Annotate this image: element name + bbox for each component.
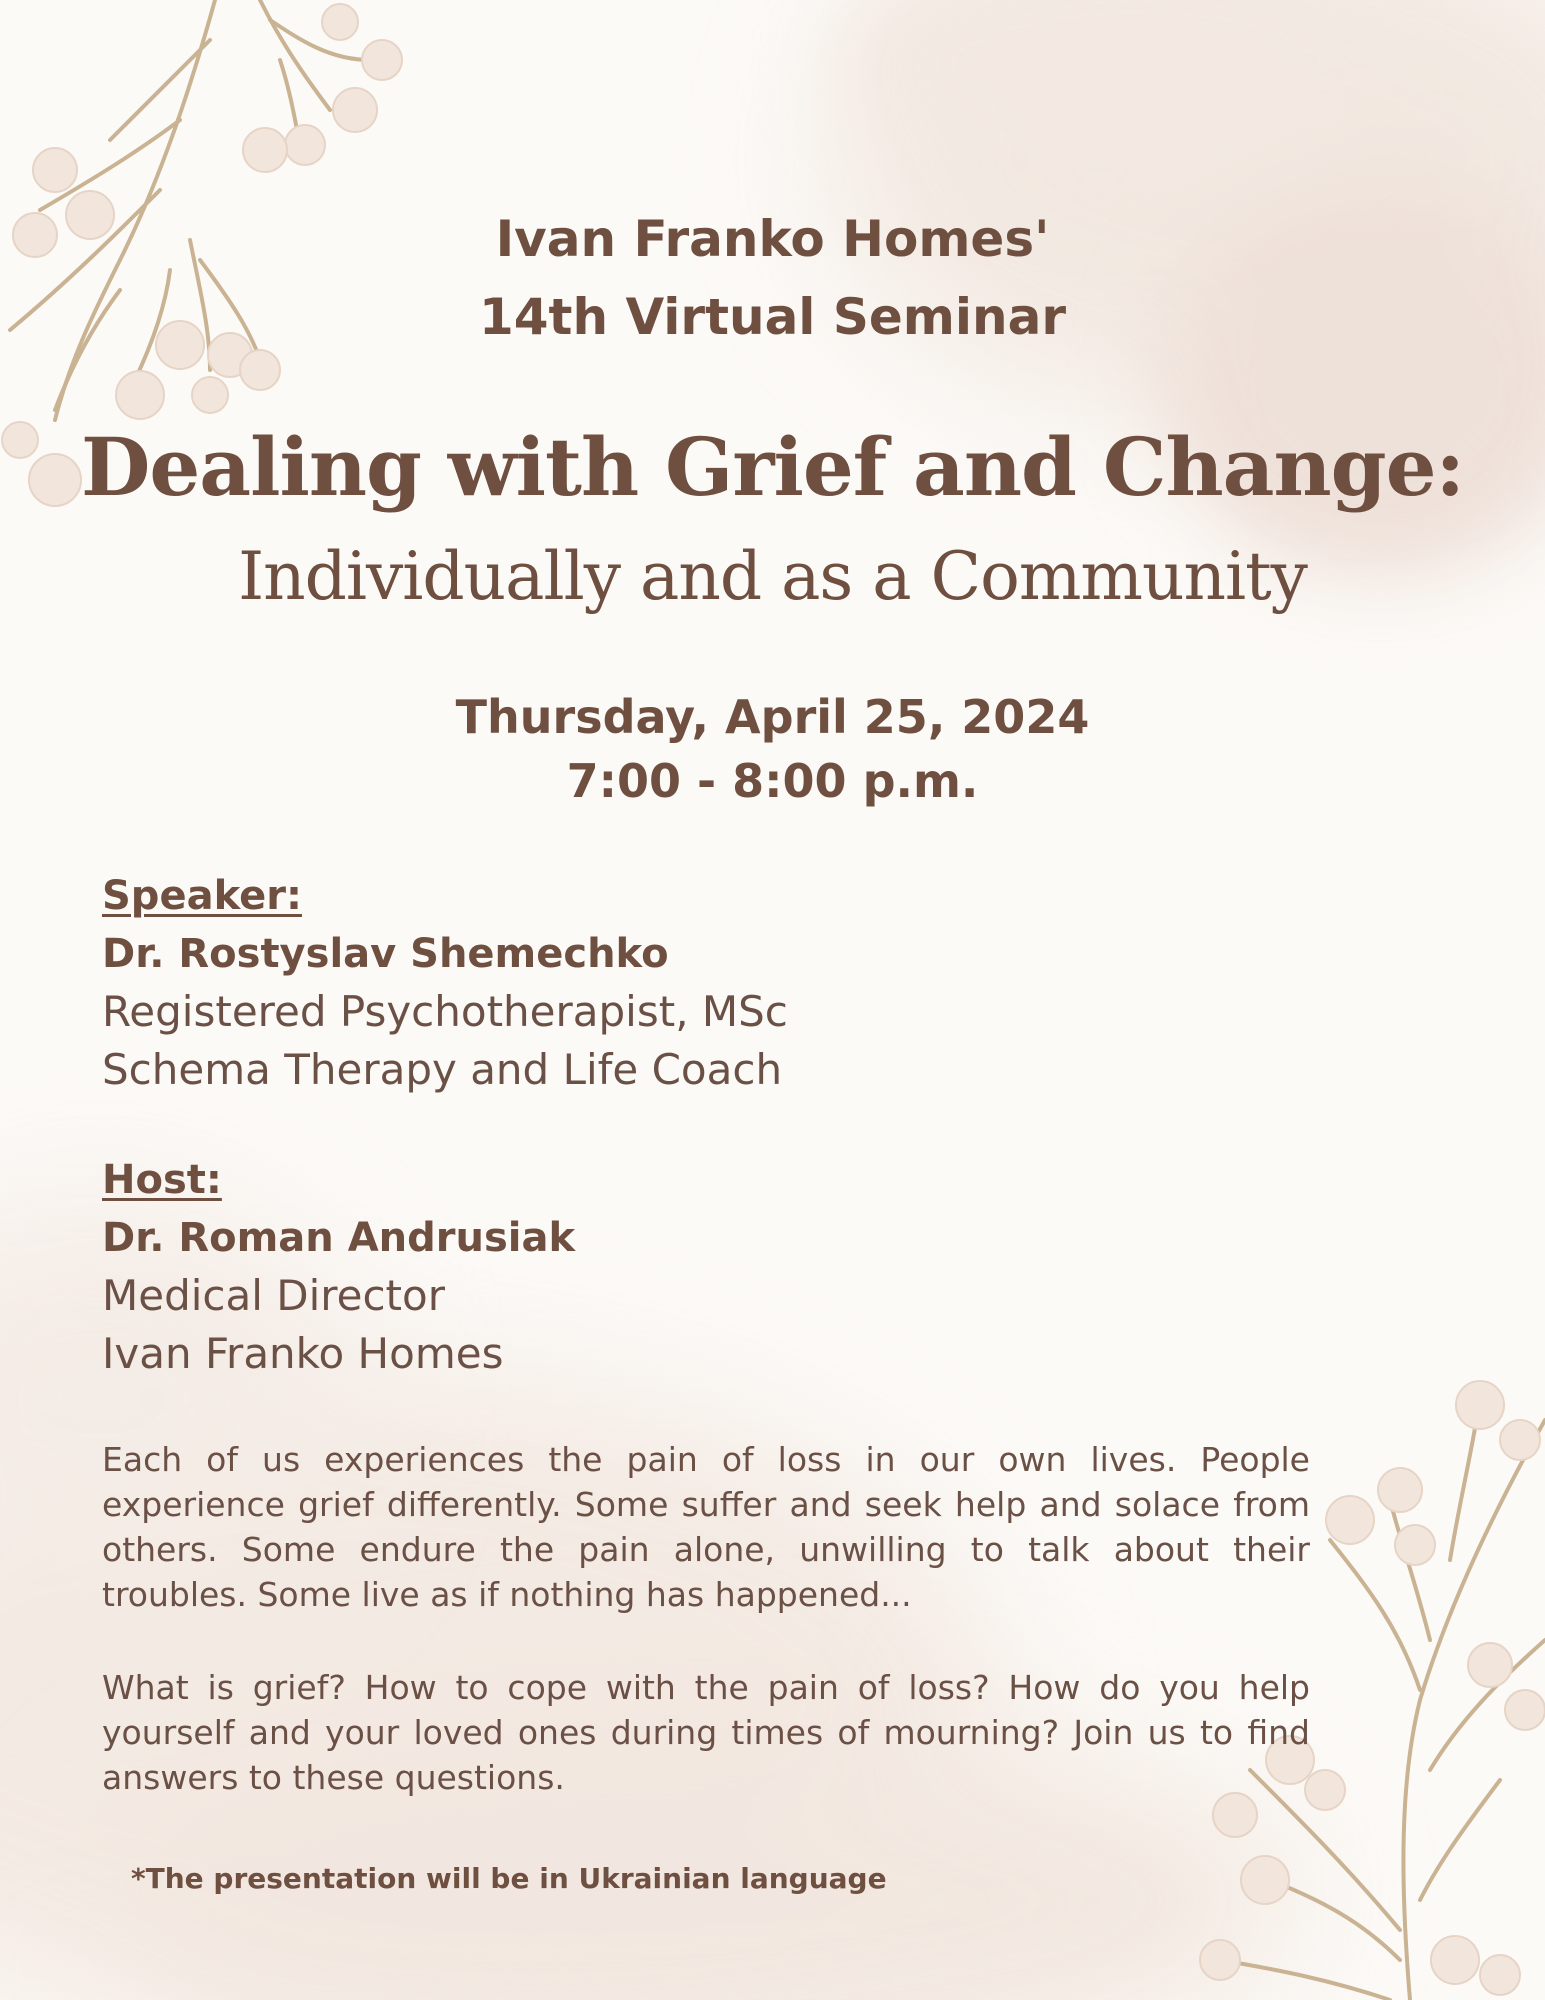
host-organization: Ivan Franko Homes <box>102 1329 504 1378</box>
speaker-section <box>102 867 1302 1099</box>
host-section <box>102 1151 1302 1383</box>
description-paragraph-1: Each of us experiences the pain of loss in our own lives. People experience grief differently. Some suffer and seek help and solace from others. Some endure the pain alone, unwilling to talk about their troubles. Some live as if nothing has happened... <box>102 1440 1310 1614</box>
speaker-name: Dr. Rostyslav Shemechko <box>102 931 669 977</box>
host-heading: Host: <box>102 1157 222 1203</box>
speaker-specialty: Schema Therapy and Life Coach <box>102 1045 783 1094</box>
organization-header <box>0 200 1545 356</box>
event-time: 7:00 - 8:00 p.m. <box>566 754 979 808</box>
seminar-number: 14th Virtual Seminar <box>478 288 1067 346</box>
language-note: *The presentation will be in Ukrainian language <box>131 1862 887 1895</box>
host-name: Dr. Roman Andrusiak <box>102 1215 576 1261</box>
seminar-subtitle: Individually and as a Community <box>238 538 1307 615</box>
event-date: Thursday, April 25, 2024 <box>455 690 1090 744</box>
host-role: Medical Director <box>102 1271 445 1320</box>
speaker-heading: Speaker: <box>102 873 302 919</box>
seminar-title: Dealing with Grief and Change: <box>80 420 1465 514</box>
org-name: Ivan Franko Homes' <box>495 210 1050 268</box>
description-paragraph-2: What is grief? How to cope with the pain of loss? How do you help yourself and your loved ones during times of mourning? Join us to find answers to these questions. <box>102 1668 1310 1797</box>
event-datetime <box>0 685 1545 813</box>
speaker-role: Registered Psychotherapist, MSc <box>102 987 788 1036</box>
